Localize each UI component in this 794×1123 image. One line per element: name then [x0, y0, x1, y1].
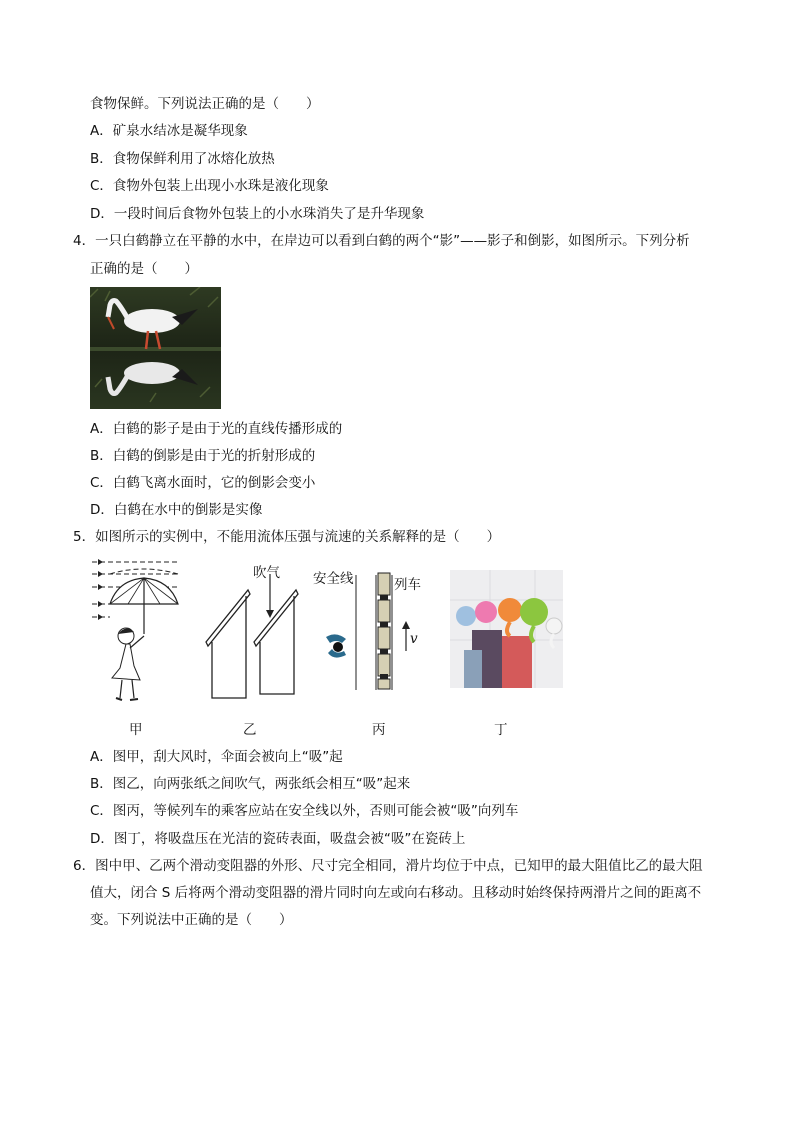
q6-stem-line3: 变。下列说法中正确的是（ ）	[90, 912, 293, 928]
crane-photo	[90, 287, 221, 409]
q3-stem: 食物保鲜。下列说法正确的是（ ）	[90, 96, 320, 112]
q3-option-a: A．矿泉水结冰是凝华现象	[90, 123, 248, 139]
caption-ding: 丁	[494, 722, 508, 738]
q4-option-a: A．白鹤的影子是由于光的直线传播形成的	[90, 421, 343, 437]
q6-stem-line2: 值大，闭合 S 后将两个滑动变阻器的滑片同时向左或向右移动。且移动时始终保持两滑片之间的距离不	[90, 885, 702, 901]
figure-label-safety-line: 安全线	[313, 571, 354, 587]
q5-stem: 5．如图所示的实例中，不能用流体压强与流速的关系解释的是（ ）	[73, 529, 501, 545]
figure-label-train: 列车	[394, 577, 421, 593]
q3-option-d: D．一段时间后食物外包装上的小水珠消失了是升华现象	[90, 206, 425, 222]
q3-option-b: B．食物保鲜利用了冰熔化放热	[90, 151, 275, 167]
q4-stem-line2: 正确的是（ ）	[90, 261, 198, 277]
q4-option-b: B．白鹤的倒影是由于光的折射形成的	[90, 448, 316, 464]
q5-option-d: D．图丁，将吸盘压在光洁的瓷砖表面，吸盘会被“吸”在瓷砖上	[90, 831, 466, 847]
q3-option-c: C．食物外包装上出现小水珠是液化现象	[90, 178, 329, 194]
caption-bing: 丙	[372, 722, 386, 738]
caption-yi: 乙	[243, 722, 257, 738]
q5-option-a: A．图甲，刮大风时，伞面会被向上“吸”起	[90, 749, 343, 765]
q5-option-c: C．图丙，等候列车的乘客应站在安全线以外，否则可能会被“吸”向列车	[90, 803, 519, 819]
q5-option-b: B．图乙，向两张纸之间吹气，两张纸会相互“吸”起来	[90, 776, 411, 792]
q4-option-c: C．白鹤飞离水面时，它的倒影会变小	[90, 475, 316, 491]
q4-stem-line1: 4．一只白鹤静立在平静的水中，在岸边可以看到白鹤的两个“影”——影子和倒影，如图所示。下列分析	[73, 233, 690, 249]
caption-jia: 甲	[129, 722, 143, 738]
q4-option-d: D．白鹤在水中的倒影是实像	[90, 502, 263, 518]
figure-label-velocity: v	[410, 631, 418, 647]
q6-stem-line1: 6．图中甲、乙两个滑动变阻器的外形、尺寸完全相同，滑片均位于中点，已知甲的最大阻值比乙的最大阻	[73, 858, 703, 874]
figure-ding-suction-hooks	[450, 570, 563, 688]
figure-jia-umbrella	[88, 556, 188, 706]
figure-label-blow: 吹气	[253, 565, 280, 581]
